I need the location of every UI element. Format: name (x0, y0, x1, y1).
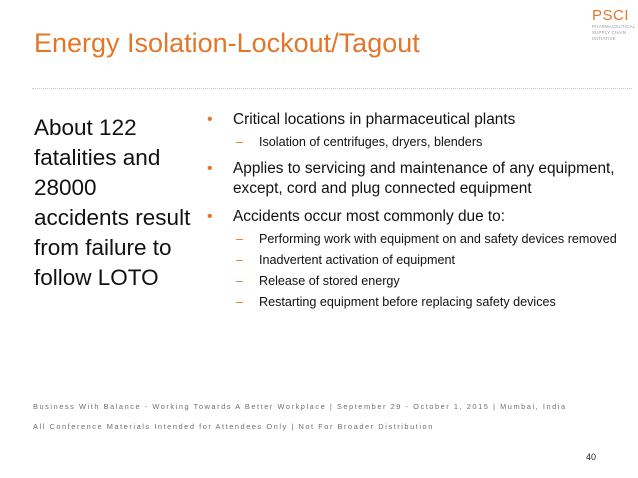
slide-title: Energy Isolation-Lockout/Tagout (34, 28, 420, 58)
sub-bullet-item (233, 294, 632, 311)
sub-bullet-text: Restarting equipment before replacing safety devices (259, 295, 556, 309)
psci-logo (592, 8, 636, 42)
bullet-text: Critical locations in pharmaceutical plants (233, 111, 516, 128)
logo-name: PSCI (592, 7, 630, 24)
bullet-item (207, 110, 632, 151)
sub-bullet-text: Inadvertent activation of equipment (259, 253, 456, 267)
bullet-dot: • (207, 111, 213, 128)
sub-bullet-item (233, 134, 632, 151)
sub-bullet-text: Performing work with equipment on and safety devices removed (259, 232, 617, 246)
sub-bullet-dash: – (236, 295, 244, 309)
callout-text: About 122 fatalities and 28000 accidents result from failure to follow LOTO (34, 115, 191, 290)
bullet-list (207, 110, 632, 319)
sub-bullet-dash: – (236, 135, 244, 149)
sub-bullet-item (233, 273, 632, 290)
logo-line-2: SUPPLY CHAIN (592, 30, 627, 35)
footer-line-1: Business With Balance - Working Towards A Better Workplace | September 29 - October 1, 2015 | Mumbai, India (33, 402, 567, 411)
sub-bullet-item (233, 231, 632, 248)
bullet-item (207, 159, 632, 199)
sub-bullet-dash: – (236, 253, 244, 267)
logo-line-1: PHARMACEUTICAL (592, 24, 636, 29)
bullet-text: Accidents occur most commonly due to: (233, 208, 506, 225)
sub-bullet-text: Release of stored energy (259, 274, 400, 288)
bullet-item (207, 207, 632, 311)
sub-bullet-list (233, 231, 632, 311)
sub-bullet-list (233, 134, 632, 151)
logo-line-3: INITIATIVE (592, 36, 616, 41)
sub-bullet-dash: – (236, 232, 244, 246)
bullet-text: Applies to servicing and maintenance of any equipment, except, cord and plug connected equipment (233, 160, 615, 197)
sub-bullet-item (233, 252, 632, 269)
page-number: 40 (586, 452, 597, 462)
bullet-dot: • (207, 208, 213, 225)
sub-bullet-dash: – (236, 274, 244, 288)
bullet-dot: • (207, 160, 213, 177)
sub-bullet-text: Isolation of centrifuges, dryers, blenders (259, 135, 483, 149)
footer-line-2: All Conference Materials Intended for Attendees Only | Not For Broader Distribution (33, 422, 434, 431)
title-divider (32, 88, 632, 89)
